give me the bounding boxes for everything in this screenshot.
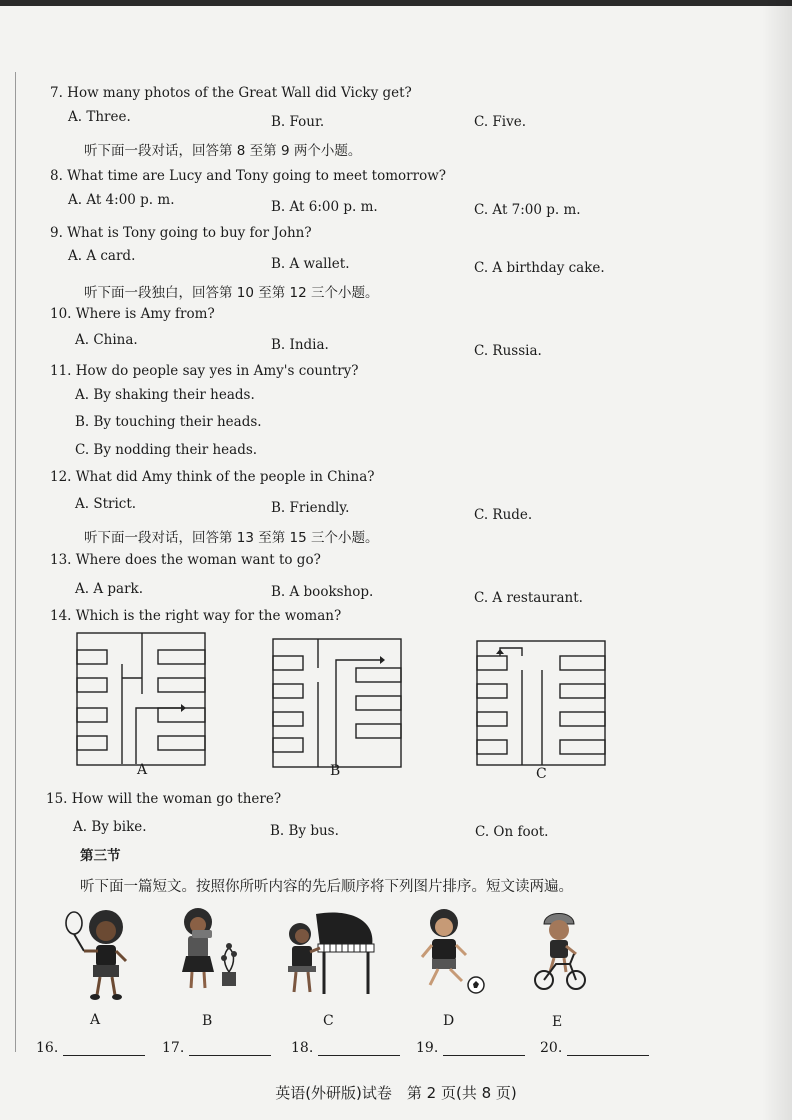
q11-option-c[interactable]: C. By nodding their heads. — [75, 442, 258, 458]
q8-stem: 8. What time are Lucy and Tony going to meet tomorrow? — [50, 168, 446, 184]
picture-label-a: A — [90, 1012, 101, 1028]
q15-option-b[interactable]: B. By bus. — [270, 823, 339, 839]
q10-stem: 10. Where is Amy from? — [50, 306, 215, 322]
instruction-13-15: 听下面一段对话，回答第 13 至第 15 三个小题。 — [84, 530, 379, 546]
answer-17-number: 17. — [162, 1040, 185, 1056]
answer-20-blank[interactable] — [567, 1041, 649, 1056]
q11-stem: 11. How do people say yes in Amy's country? — [50, 363, 359, 379]
page-shadow — [762, 0, 792, 1120]
q12-option-a[interactable]: A. Strict. — [75, 496, 137, 512]
q9-option-b[interactable]: B. A wallet. — [271, 256, 350, 272]
q12-option-c[interactable]: C. Rude. — [474, 507, 533, 523]
q12-stem: 12. What did Amy think of the people in China? — [50, 469, 375, 485]
q15-option-a[interactable]: A. By bike. — [73, 819, 147, 835]
picture-label-c: C — [323, 1013, 334, 1029]
q13-option-b[interactable]: B. A bookshop. — [271, 584, 374, 600]
q7-option-b[interactable]: B. Four. — [271, 114, 325, 130]
top-edge — [0, 0, 792, 6]
watering-plant-picture — [176, 906, 246, 996]
picture-label-e: E — [552, 1014, 563, 1030]
q10-option-c[interactable]: C. Russia. — [474, 343, 542, 359]
q13-stem: 13. Where does the woman want to go? — [50, 552, 321, 568]
answer-18-number: 18. — [291, 1040, 314, 1056]
answer-20 — [540, 1040, 649, 1056]
q11-option-b[interactable]: B. By touching their heads. — [75, 414, 262, 430]
instruction-10-12: 听下面一段独白，回答第 10 至第 12 三个小题。 — [84, 285, 379, 301]
cyclist-picture — [530, 906, 590, 996]
q8-option-c[interactable]: C. At 7:00 p. m. — [474, 202, 581, 218]
q10-option-b[interactable]: B. India. — [271, 337, 329, 353]
soccer-player-picture — [418, 905, 488, 997]
q15-option-c[interactable]: C. On foot. — [475, 824, 549, 840]
q12-option-b[interactable]: B. Friendly. — [271, 500, 350, 516]
answer-18 — [291, 1040, 400, 1056]
section3-title: 第三节 — [80, 848, 121, 864]
margin-line — [15, 72, 16, 1052]
instruction-8-9: 听下面一段对话，回答第 8 至第 9 两个小题。 — [84, 143, 362, 159]
q14-stem: 14. Which is the right way for the woman? — [50, 608, 342, 624]
q7-option-c[interactable]: C. Five. — [474, 114, 527, 130]
q9-stem: 9. What is Tony going to buy for John? — [50, 225, 312, 241]
answer-20-number: 20. — [540, 1040, 563, 1056]
answer-17 — [162, 1040, 271, 1056]
page-footer: 英语(外研版)试卷 第 2 页(共 8 页) — [275, 1084, 517, 1102]
q11-option-a[interactable]: A. By shaking their heads. — [75, 387, 255, 403]
section3-instruction: 听下面一篇短文。按照你所听内容的先后顺序将下列图片排序。短文读两遍。 — [80, 879, 573, 895]
q15-stem: 15. How will the woman go there? — [46, 791, 282, 807]
answer-16-number: 16. — [36, 1040, 59, 1056]
picture-label-b: B — [202, 1013, 213, 1029]
answer-17-blank[interactable] — [189, 1041, 271, 1056]
q8-option-a[interactable]: A. At 4:00 p. m. — [68, 192, 175, 208]
answer-19-number: 19. — [416, 1040, 439, 1056]
q7-option-a[interactable]: A. Three. — [68, 109, 131, 125]
tennis-player-picture — [60, 903, 140, 1003]
answer-16-blank[interactable] — [63, 1041, 145, 1056]
q7-stem: 7. How many photos of the Great Wall did Vicky get? — [50, 85, 412, 101]
answer-19-blank[interactable] — [443, 1041, 525, 1056]
q8-option-b[interactable]: B. At 6:00 p. m. — [271, 199, 378, 215]
q13-option-a[interactable]: A. A park. — [75, 581, 143, 597]
answer-19 — [416, 1040, 525, 1056]
answer-16 — [36, 1040, 145, 1056]
maze-b-image[interactable] — [272, 638, 404, 770]
q14-label-a: A — [137, 762, 148, 778]
q9-option-a[interactable]: A. A card. — [68, 248, 136, 264]
q10-option-a[interactable]: A. China. — [75, 332, 138, 348]
q13-option-c[interactable]: C. A restaurant. — [474, 590, 583, 606]
maze-c-image[interactable] — [476, 640, 608, 768]
answer-18-blank[interactable] — [318, 1041, 400, 1056]
q14-label-b: B — [330, 763, 341, 779]
maze-a-image[interactable] — [76, 632, 208, 768]
piano-player-picture — [280, 904, 380, 1000]
picture-label-d: D — [443, 1013, 455, 1029]
q14-label-c: C — [536, 766, 547, 782]
q9-option-c[interactable]: C. A birthday cake. — [474, 260, 605, 276]
